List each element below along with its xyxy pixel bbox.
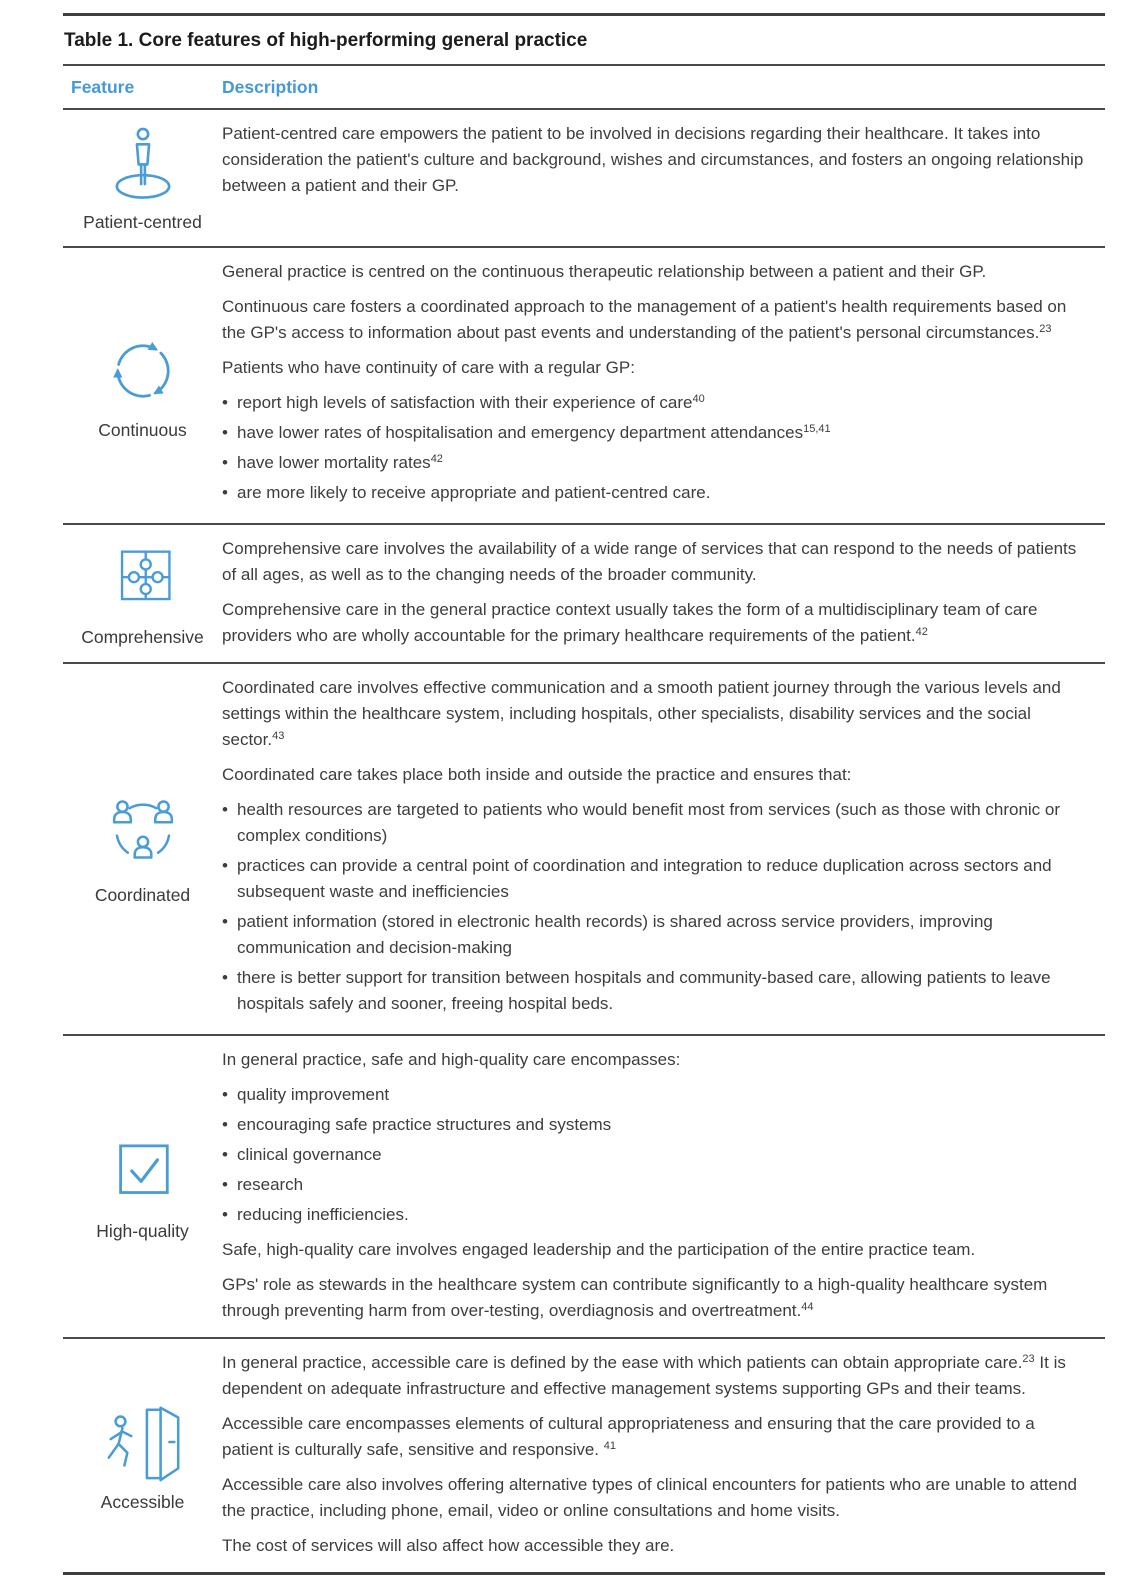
table-row — [63, 1036, 1105, 1339]
continuous-cycle-icon — [101, 329, 185, 413]
table-body — [63, 110, 1105, 1575]
feature-label: Continuous — [98, 419, 187, 440]
bullet-item: • practices can provide a central point of coordination and integration to reduce duplication across sectors and subsequent waste and inefficiencies — [222, 853, 1085, 905]
description-paragraph: Accessible care also involves offering alternative types of clinical encounters for patients who are unable to attend the practice, including phone, email, video or online consultations and home visits. — [222, 1475, 1077, 1520]
bullet-list — [222, 1082, 1085, 1228]
description-cell — [222, 121, 1105, 233]
description-cell — [222, 259, 1105, 510]
bullet-item: • have lower rates of hospitalisation and emergency department attendances$^{15,41}$ — [222, 420, 1085, 446]
feature-cell — [63, 1350, 222, 1559]
table-header-row — [63, 66, 1105, 110]
description-paragraph: In general practice, safe and high-quality care encompasses: — [222, 1050, 681, 1069]
bullet-item: • research — [222, 1172, 1085, 1198]
description-paragraph: Continuous care fosters a coordinated approach to the management of a patient's health requirements based on the GP's access to information about past events and understanding of the patient's personal circumstances.$^{23}$ — [222, 297, 1067, 342]
table-row — [63, 110, 1105, 248]
bullet-list — [222, 797, 1085, 1017]
description-paragraph: Patient-centred care empowers the patient to be involved in decisions regarding their healthcare. It takes into consideration the patient's culture and background, wishes and circumstances, and fosters an ongoing relationship between a patient and their GP. — [222, 124, 1084, 195]
feature-cell — [63, 536, 222, 649]
bullet-list — [222, 390, 1085, 506]
feature-cell — [63, 675, 222, 1021]
description-paragraph: Comprehensive care involves the availability of a wide range of services that can respond to the needs of patients of all ages, as well as to the changing needs of the broader community. — [222, 539, 1077, 584]
bullet-item: • there is better support for transition between hospitals and community-based care, allowing patients to leave hospitals safely and sooner, freeing hospital beds. — [222, 965, 1085, 1017]
description-paragraph: GPs' role as stewards in the healthcare system can contribute significantly to a high-quality healthcare system through preventing harm from over-testing, overdiagnosis and overtreatment.$^{44}$ — [222, 1275, 1048, 1320]
description-cell — [222, 1047, 1105, 1324]
description-paragraph: The cost of services will also affect how accessible they are. — [222, 1536, 675, 1555]
feature-label: Comprehensive — [81, 626, 204, 647]
description-cell — [222, 675, 1105, 1021]
feature-cell — [63, 1047, 222, 1324]
bullet-item: • quality improvement — [222, 1082, 1085, 1108]
description-paragraph: Comprehensive care in the general practice context usually takes the form of a multidisciplinary team of care providers who are wholly accountable for the primary healthcare requirements of the patient.$^{42}$ — [222, 600, 1038, 645]
comprehensive-puzzle-icon — [102, 538, 184, 620]
bullet-item: • health resources are targeted to patients who would benefit most from services (such as those with chronic or complex conditions) — [222, 797, 1085, 849]
table-row — [63, 1339, 1105, 1575]
bullet-item: • are more likely to receive appropriate and patient-centred care. — [222, 480, 1085, 506]
table-row — [63, 248, 1105, 525]
description-paragraph: In general practice, accessible care is defined by the ease with which patients can obtain appropriate care.$^{23}$ It is dependent on adequate infrastructure and effective management systems supporting GPs and their teams. — [222, 1353, 1066, 1398]
feature-label: Coordinated — [94, 885, 191, 905]
description-paragraph: Safe, high-quality care involves engaged leadership and the participation of the entire practice team. — [222, 1240, 976, 1259]
table-title: Table 1. Core features of high-performing general practice — [64, 30, 588, 51]
high-quality-check-icon — [101, 1130, 185, 1214]
feature-cell — [63, 121, 222, 233]
description-paragraph: Coordinated care takes place both inside and outside the practice and ensures that: — [222, 765, 852, 784]
table-top-rule — [63, 13, 1105, 16]
bullet-item: • have lower mortality rates$^{42}$ — [222, 450, 1085, 476]
accessible-door-icon — [99, 1397, 187, 1485]
table-row — [63, 525, 1105, 664]
description-cell — [222, 536, 1105, 649]
coordinated-team-icon — [99, 790, 187, 878]
description-paragraph: Accessible care encompasses elements of cultural appropriateness and ensuring that the care provided to a patient is culturally safe, sensitive and responsive. $^{41}$ — [222, 1414, 1035, 1459]
bullet-item: • reducing inefficiencies. — [222, 1202, 1085, 1228]
feature-label: Patient-centred — [83, 212, 202, 232]
bullet-item: • patient information (stored in electronic health records) is shared across service providers, improving communication and decision-making — [222, 909, 1085, 961]
feature-label: High-quality — [96, 1220, 189, 1241]
description-paragraph: Coordinated care involves effective communication and a smooth patient journey through the various levels and settings within the healthcare system, including hospitals, other specialists, disability services and the social sector.$^{43}$ — [222, 678, 1061, 749]
feature-cell — [63, 259, 222, 510]
table-row — [63, 664, 1105, 1036]
bullet-item: • report high levels of satisfaction with their experience of care$^{40}$ — [222, 390, 1085, 416]
feature-label: Accessible — [100, 1491, 185, 1512]
bullet-item: • clinical governance — [222, 1142, 1085, 1168]
column-header-feature: Feature — [71, 77, 135, 97]
description-paragraph: Patients who have continuity of care with a regular GP: — [222, 358, 635, 377]
bullet-item: • encouraging safe practice structures and systems — [222, 1112, 1085, 1138]
description-paragraph: General practice is centred on the continuous therapeutic relationship between a patient and their GP. — [222, 262, 987, 281]
patient-centred-icon — [101, 121, 185, 205]
column-header-description: Description — [222, 77, 319, 97]
description-cell — [222, 1350, 1105, 1559]
